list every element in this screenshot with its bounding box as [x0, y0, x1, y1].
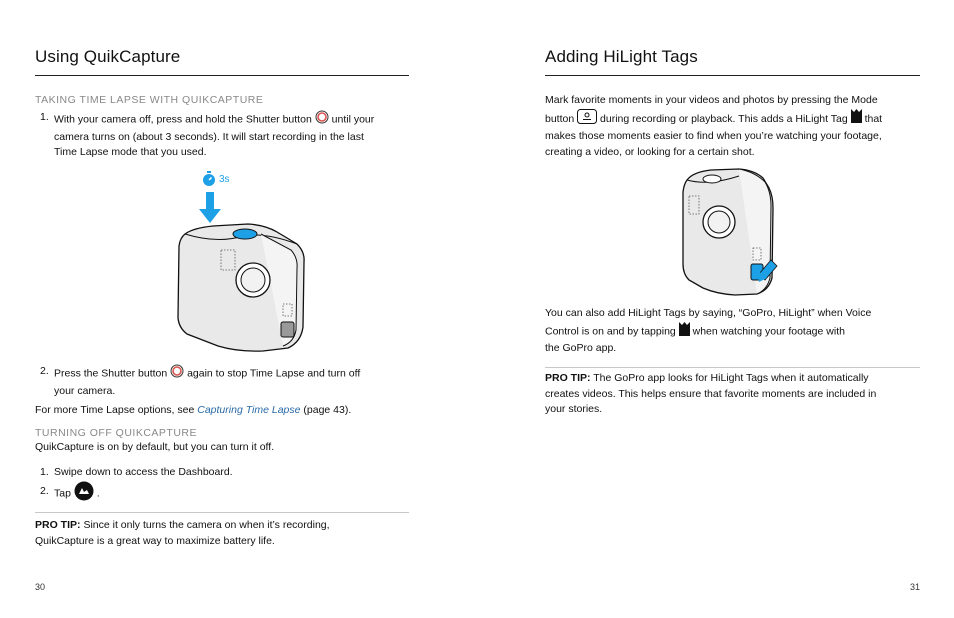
section-heading-turning-off: TURNING OFF QUIKCAPTURE	[35, 427, 198, 439]
step-number: 1.	[40, 466, 49, 478]
protip-divider	[545, 367, 920, 368]
shutter-button-icon	[315, 110, 329, 130]
hilight-intro-text: Mark favorite moments in your videos and photos by pressing the Mode button during recording or playback. This adds a HiLight Tag that makes those moments easier to find when you’re watching your footage, creating a video, or looking for a certain shot.	[545, 94, 883, 158]
protip-divider	[35, 512, 409, 513]
shutter-button-icon	[170, 364, 184, 384]
capturing-time-lapse-link[interactable]: Capturing Time Lapse	[197, 404, 301, 416]
step-number: 1.	[40, 111, 49, 123]
right-page	[545, 0, 920, 618]
step-2-text: Press the Shutter button again to stop Time Lapse and turn off your camera.	[54, 364, 414, 399]
voice-control-text: You can also add HiLight Tags by saying, “GoPro, HiLight” when Voice Control is on and by tapping when watching your footage with the GoPro app.	[545, 307, 872, 354]
mode-button-icon	[577, 109, 597, 130]
stopwatch-icon	[200, 170, 218, 193]
title-rule	[545, 75, 920, 76]
hilight-tag-icon	[679, 322, 690, 342]
page-title-right: Adding HiLight Tags	[545, 47, 698, 66]
hilight-tag-icon	[851, 109, 862, 129]
quikcapture-default-text: QuikCapture is on by default, but you can turn it off.	[35, 441, 275, 453]
more-options-text: For more Time Lapse options, see Capturing Time Lapse (page 43).	[35, 404, 352, 416]
step-1-text: With your camera off, press and hold the Shutter button until your camera turns on (about 3 seconds). It will start recording in the last Time Lapse mode that you used.	[54, 110, 414, 161]
camera-illustration-shutter	[173, 222, 308, 359]
left-page	[35, 0, 409, 618]
camera-illustration-mode	[679, 166, 779, 303]
timer-label: 3s	[219, 174, 230, 185]
page-title-left: Using QuikCapture	[35, 47, 181, 66]
title-rule	[35, 75, 409, 76]
protip-left: PRO TIP: Since it only turns the camera on when it’s recording, QuikCapture is a great way to maximize battery life.	[35, 519, 330, 547]
page-number-left: 30	[35, 582, 46, 592]
off-step-1-text: Swipe down to access the Dashboard.	[54, 466, 233, 478]
quikcapture-icon	[74, 481, 94, 507]
section-heading-time-lapse: TAKING TIME LAPSE WITH QUIKCAPTURE	[35, 94, 264, 106]
page-number-right: 31	[909, 582, 920, 592]
step-number: 2.	[40, 485, 49, 497]
protip-right: PRO TIP: The GoPro app looks for HiLight Tags when it automatically creates videos. This helps ensure that favorite moments are included in your stories.	[545, 372, 877, 415]
off-step-2-text: Tap .	[54, 481, 100, 507]
step-number: 2.	[40, 365, 49, 377]
